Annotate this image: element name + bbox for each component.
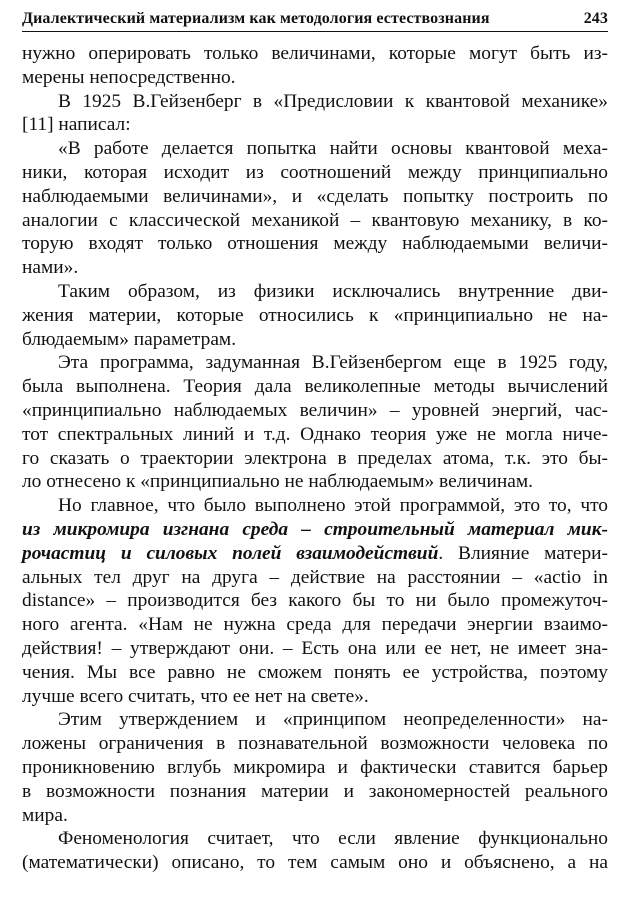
text-line: жения материи, которые относились к «принципиально не на- [22,304,608,326]
text-line: Этим утверждением и «принципом неопределенности» на- [58,709,608,731]
text-line: «В работе делается попытка найти основы квантовой меха- [58,138,608,160]
text-line: была выполнена. Теория дала великолепные методы вычислений [22,376,608,398]
text-line: Феноменология считает, что если явление функционально [58,828,608,850]
text-line: Эта программа, задуманная В.Гейзенбергом еще в 1925 году, [58,352,608,374]
text-line: нами». [22,257,79,279]
text-line: мира. [22,804,68,826]
text-line: альных тел друг на друга – действие на расстоянии – «actio in [22,566,608,588]
text-line: В 1925 В.Гейзенберг в «Предисловии к квантовой механике» [58,90,608,112]
text-line: «принципиально наблюдаемых величин» – уровней энергий, час- [22,399,608,421]
text-line: distance» – производится без какого бы то ни было промежуточ- [22,590,608,612]
text-line: ложены ограничения в познавательной возможности человека по [22,733,608,755]
body-text [22,42,608,875]
text-line: из микромира изгнана среда – строительный материал мик- [22,518,608,540]
text-line: го сказать о траектории электрона в пределах атома, т.к. это бы- [22,447,608,469]
text-line: торую входят только отношения между наблюдаемыми величи- [22,233,608,255]
text-line: проникновению вглубь микромира и фактически ставится барьер [22,756,608,778]
text-line: блюдаемым» параметрам. [22,328,237,350]
page-number: 243 [583,10,608,27]
text-line: ло отнесено к «принципиально не наблюдаемым» величинам. [22,471,533,493]
line-text: . Влияние матери- [438,542,608,564]
text-line: наблюдаемыми величинами», и «сделать попытку построить по [22,185,608,207]
text-line: чения. Мы все равно не сможем понять ее устройства, поэтому [22,661,608,683]
text-line: Таким образом, из физики исключались внутренние дви- [58,280,608,302]
text-line [22,542,608,566]
running-header [22,0,608,32]
text-line: нужно оперировать только величинами, которые могут быть из- [22,43,608,64]
text-line: ники, которая исходит из соотношений между принципиально [22,161,608,183]
text-line: действия! – утверждают они. – Есть она или ее нет, не имеет зна- [22,637,608,659]
running-title: Диалектический материализм как методология естествознания [22,10,490,27]
text-line: [11] написал: [22,114,131,136]
text-line: мерены непосредственно. [22,66,236,88]
text-line: в возможности познания материи и закономерностей реального [22,780,608,802]
text-line: Но главное, что было выполнено этой программой, это то, что [58,495,608,517]
text-line: лучше всего считать, что ее нет на свете». [22,685,369,707]
text-line: (математически) описано, то тем самым оно и объяснено, а на [22,852,608,874]
text-line: тот спектральных линий и т.д. Однако теория уже не могла ниче- [22,423,608,445]
text-line: аналогии с классической механикой – квантовую механику, в ко- [22,209,608,231]
emphasis-text: рочастиц и силовых полей взаимодействий [22,542,439,564]
text-line: ного агента. «Нам не нужна среда для передачи энергии взаимо- [22,614,608,636]
